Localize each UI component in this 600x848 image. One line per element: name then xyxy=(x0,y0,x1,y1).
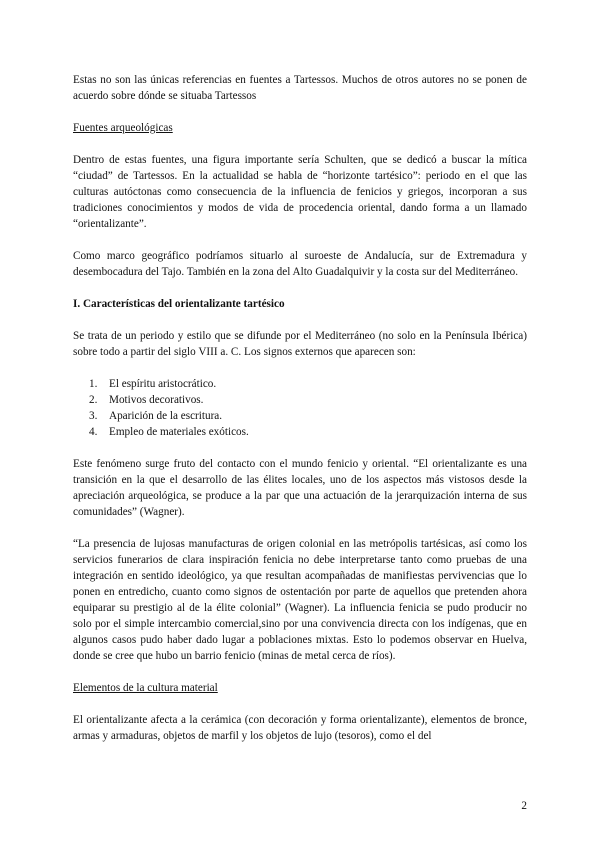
list-item: 1. El espíritu aristocrático. xyxy=(89,378,217,390)
page-number: 2 xyxy=(521,800,527,812)
document-page xyxy=(73,72,527,760)
paragraph-periodo: Se trata de un periodo y estilo que se difunde por el Mediterráneo (no solo en la Península Ibérica) sobre todo a partir del siglo VIII a. C. Los signos externos que aparecen son: xyxy=(73,330,527,358)
paragraph-marco-geografico: Como marco geográfico podríamos situarlo al suroeste de Andalucía, sur de Extremadura y desembocadura del Tajo. También en la zona del Alto Guadalquivir y la costa sur del Mediterráneo. xyxy=(73,250,527,278)
paragraph-schulten: Dentro de estas fuentes, una figura importante sería Schulten, que se dedicó a buscar la mítica “ciudad” de Tartessos. En la actualidad se habla de “horizonte tartésico”: periodo en el que las culturas autóctonas como consecuencia de la influencia de fenicios y griegos, incorporan a sus tradiciones conocimientos y modos de vida de procedencia oriental, dando forma a un llamado “orientalizante”. xyxy=(73,154,527,230)
paragraph-intro: Estas no son las únicas referencias en fuentes a Tartessos. Muchos de otros autores no se ponen de acuerdo sobre dónde se situaba Tartessos xyxy=(73,74,527,102)
heading-elementos-cultura: Elementos de la cultura material xyxy=(73,682,218,694)
paragraph-fenomeno: Este fenómeno surge fruto del contacto con el mundo fenicio y oriental. “El orientalizante es una transición en la que el desarrollo de las élites locales, uno de los aspectos más vistosos desde la apreciación arqueológica, se produce a la par que una actuación de la jerarquización interna de sus comunidades” (Wagner). xyxy=(73,458,527,518)
list-item: 2. Motivos decorativos. xyxy=(89,394,204,406)
signos-list xyxy=(73,376,527,440)
list-item: 3. Aparición de la escritura. xyxy=(89,410,223,422)
paragraph-orientalizante: El orientalizante afecta a la cerámica (con decoración y forma orientalizante), elementos de bronce, armas y armaduras, objetos de marfil y los objetos de lujo (tesoros), como el del xyxy=(73,714,527,742)
heading-caracteristicas: I. Características del orientalizante tartésico xyxy=(73,298,285,310)
list-item: 4. Empleo de materiales exóticos. xyxy=(89,426,249,438)
heading-fuentes-arqueologicas: Fuentes arqueológicas xyxy=(73,122,173,134)
paragraph-presencia: “La presencia de lujosas manufacturas de origen colonial en las metrópolis tartésicas, así como los servicios funerarios de clara inspiración fenicia no debe interpretarse tanto como pruebas de una integración en sentido ideológico, ya que resultan acompañadas de manifiestas pervivencias que lo ponen en entredicho, cuanto como signos de ostentación por parte de aquellos que pretenden ahora equiparar su prestigio al de la élite colonial” (Wagner). La influencia fenicia se pudo producir no solo por el simple intercambio comercial,sino por una convivencia directa con los indígenas, que en algunos casos pudo haber dado lugar a poblaciones mixtas. Esto lo podemos observar en Huelva, donde se cree que hubo un barrio fenicio (minas de metal cerca de ríos). xyxy=(73,538,527,662)
